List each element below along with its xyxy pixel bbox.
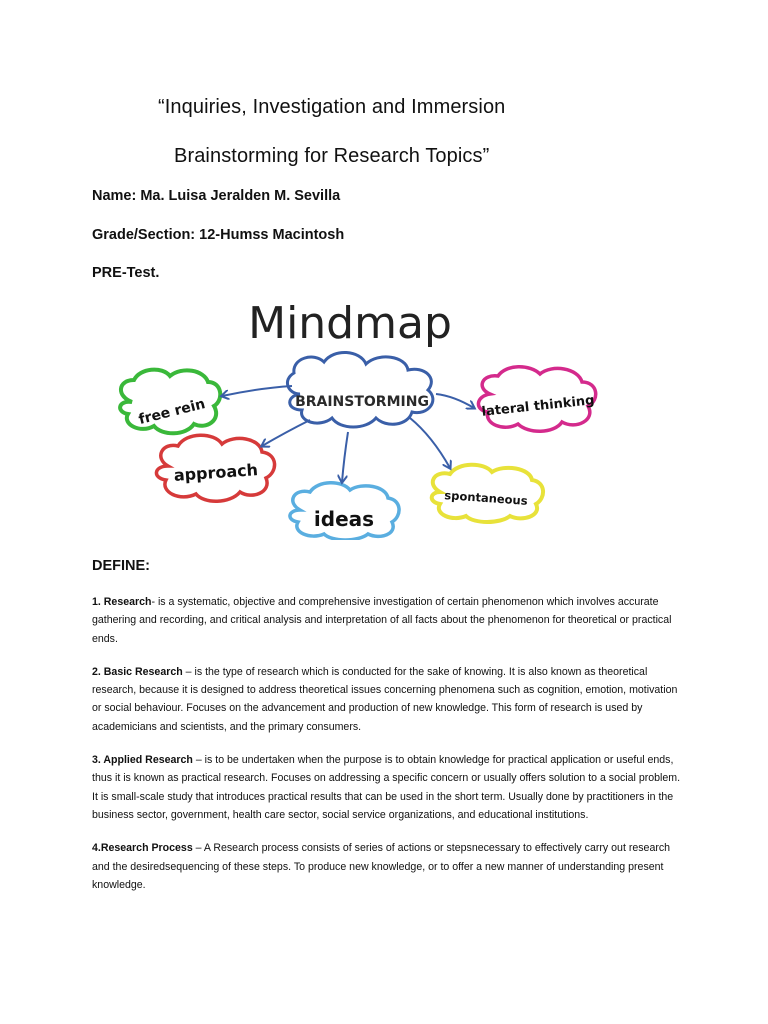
grade-section: Grade/Section: 12-Humss Macintosh [92,227,345,243]
student-name: Name: Ma. Luisa Jeralden M. Sevilla [92,188,341,204]
definitions-list [92,593,688,909]
node-approach: approach [173,460,259,485]
define-heading: DEFINE: [92,558,150,574]
cloud-ideas [290,483,399,540]
node-lateral-thinking: lateral thinking [480,393,596,420]
mindmap-image [110,296,608,540]
cloud-approach [156,435,274,501]
definition-research [92,593,688,648]
term-research: 1. Research [92,596,152,608]
definition-research-process [92,839,688,894]
term-basic-research: 2. Basic Research [92,665,183,678]
title-line-2: Brainstorming for Research Topics” [174,145,490,167]
pretest-label: PRE-Test. [92,265,160,281]
definition-applied-research [92,751,688,824]
definition-text: – is the type of research which is conducted for the sake of knowing. It is also known as theoretical research, because it is designed to address theoretical issues concerning phenomena such as cognition, emotion, motivation or social behaviour. Focuses on the advancement and production of new knowledge. This form of research is used by academicians and scientists, and the primary consumers. [92,665,678,733]
cloud-lateral-thinking [478,367,595,432]
term-applied-research: 3. Applied Research [92,754,193,767]
mindmap-heading: Mindmap [248,298,452,349]
cloud-free-rein [120,370,220,434]
definition-basic-research [92,663,688,736]
node-free-rein: free rein [137,396,207,428]
node-spontaneous: spontaneous [443,488,529,508]
term-research-process: 4.Research Process [92,842,193,855]
node-ideas: ideas [313,507,375,531]
center-label: BRAINSTORMING [295,394,429,410]
cloud-spontaneous [432,465,543,522]
cloud-brainstorming [287,352,432,427]
title-line-1: “Inquiries, Investigation and Immersion [158,96,506,118]
definition-text: - is a systematic, objective and comprehensive investigation of certain phenomenon which involves accurate gathering and recording, and critical analysis and interpretation of all facts about the phenomenon for theoretical or practical ends. [92,596,672,645]
definition-text: – A Research process consists of series of actions or stepsnecessary to effectively carry out research and the desiredsequencing of these steps. To produce new knowledge, or to offer a new manner of understanding present knowledge. [92,842,671,891]
definition-text: – is to be undertaken when the purpose is to obtain knowledge for practical application or useful ends, thus it is known as practical research. Focuses on addressing a specific concern or usually offers solution to a social problem. It is small-scale study that introduces practical results that can be used in the short term. Usually done by practitioners in the business sector, government, health care sector, social service organizations, and educational institutions. [92,754,681,821]
